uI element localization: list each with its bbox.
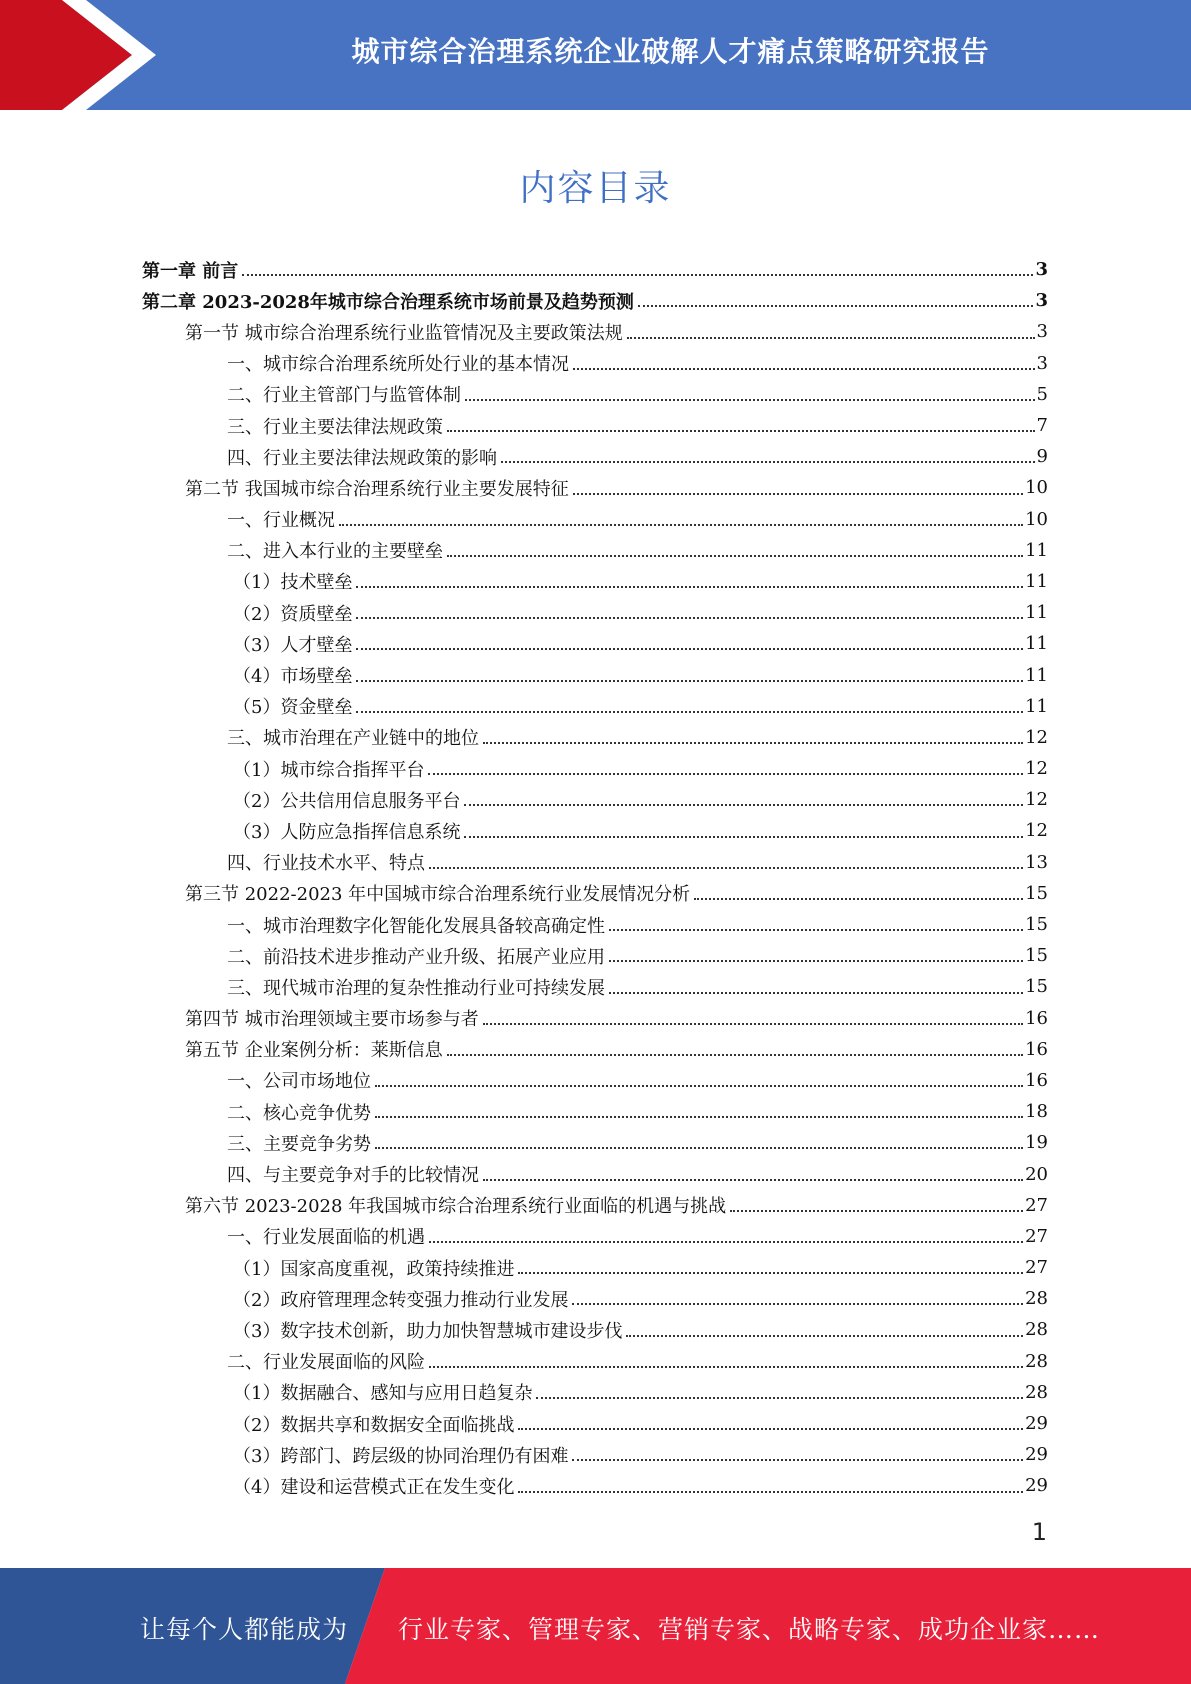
toc-entry[interactable] [142,878,1048,909]
report-title: 城市综合治理系统企业破解人才痛点策略研究报告 [351,35,990,68]
toc-entry[interactable] [142,1127,1048,1158]
dot-leader [375,1147,1023,1149]
toc-entry[interactable] [142,659,1048,690]
toc-entry[interactable] [142,815,1048,846]
toc-entry[interactable] [142,379,1048,410]
dot-leader [483,1179,1023,1181]
dot-leader [429,867,1023,869]
toc-entry[interactable] [142,1283,1048,1314]
toc-entry-title: 二、前沿技术进步推动产业升级、拓展产业应用 [227,946,605,968]
toc-entry-title: （3）数字技术创新，助力加快智慧城市建设步伐 [233,1320,623,1342]
toc-entry[interactable] [142,847,1048,878]
toc-entry-page: 12 [1025,820,1048,842]
toc-entry-page: 11 [1025,602,1048,624]
toc-entry[interactable] [142,1158,1048,1189]
toc-entry-page: 27 [1025,1225,1048,1247]
toc-entry-title: （4）市场壁垒 [233,666,353,688]
dot-leader [609,992,1023,994]
toc-entry[interactable] [142,316,1048,347]
dot-leader [626,1335,1023,1337]
dot-leader [429,1366,1023,1368]
toc-entry-page: 11 [1025,570,1048,592]
toc-entry-title: 第六节 2023-2028 年我国城市综合治理系统行业面临的机遇与挑战 [185,1196,727,1218]
header-band [0,0,1191,110]
toc-entry[interactable] [142,1470,1048,1501]
dot-leader [242,274,1033,276]
dot-leader [518,1428,1023,1430]
toc-entry[interactable] [142,753,1048,784]
toc-entry-page: 12 [1025,726,1048,748]
toc-entry-title: （1）技术壁垒 [233,572,353,594]
toc-entry-title: 二、行业主管部门与监管体制 [227,385,461,407]
toc-entry[interactable] [142,1034,1048,1065]
toc-entry[interactable] [142,1190,1048,1221]
toc-entry-page: 16 [1025,1007,1048,1029]
toc-entry-title: 四、与主要竞争对手的比较情况 [227,1165,479,1187]
dot-leader [356,617,1023,619]
toc-entry-page: 20 [1025,1163,1048,1185]
dot-leader [638,305,1034,307]
toc-entry[interactable] [142,597,1048,628]
toc-entry-page: 3 [1035,290,1048,312]
toc-entry[interactable] [142,784,1048,815]
toc-entry-title: 第三节 2022-2023 年中国城市综合治理系统行业发展情况分析 [185,884,691,906]
toc-entry-title: （3）人才壁垒 [233,634,353,656]
dot-leader [464,804,1023,806]
toc-entry-page: 29 [1025,1475,1048,1497]
toc-entry[interactable] [142,410,1048,441]
footer-slogan-left: 让每个人都能成为 [140,1615,349,1644]
toc-entry-title: （2）政府管理理念转变强力推动行业发展 [233,1289,569,1311]
toc-entry-page: 16 [1025,1069,1048,1091]
toc-entry-page: 15 [1025,882,1048,904]
toc-entry[interactable] [142,566,1048,597]
header-arrow-graphic [0,0,160,110]
dot-leader [465,399,1035,401]
dot-leader [375,1116,1023,1118]
toc-entry-page: 28 [1025,1319,1048,1341]
toc-entry-page: 7 [1036,415,1048,437]
toc-entry-page: 5 [1036,383,1048,405]
toc-entry[interactable] [142,1377,1048,1408]
toc-entry-page: 13 [1025,851,1048,873]
toc-entry-title: 一、行业概况 [227,510,335,532]
toc-entry-title: （5）资金壁垒 [233,697,353,719]
toc-entry-title: 三、行业主要法律法规政策 [227,416,443,438]
toc-entry-page: 15 [1025,945,1048,967]
toc-entry-page: 12 [1025,758,1048,780]
dot-leader [573,368,1035,370]
toc-entry-title: （3）跨部门、跨层级的协同治理仍有困难 [233,1445,569,1467]
toc-entry-title: 三、主要竞争劣势 [227,1133,371,1155]
toc-entry-page: 9 [1036,446,1048,468]
toc-entry[interactable] [142,535,1048,566]
toc-entry[interactable] [142,940,1048,971]
toc-entry-title: 第二节 我国城市综合治理系统行业主要发展特征 [185,478,569,500]
toc-entry[interactable] [142,691,1048,722]
toc-entry[interactable] [142,971,1048,1002]
toc-entry-title: 二、行业发展面临的风险 [227,1352,425,1374]
toc-entry[interactable] [142,722,1048,753]
toc-heading: 内容目录 [519,168,672,209]
toc-entry[interactable] [142,285,1048,316]
toc-entry-title: 一、行业发展面临的机遇 [227,1227,425,1249]
dot-leader [447,430,1035,432]
dot-leader [694,898,1023,900]
dot-leader [375,1085,1023,1087]
dot-leader [518,1491,1023,1493]
dot-leader [572,1303,1023,1305]
toc-entry-title: 四、行业技术水平、特点 [227,853,425,875]
dot-leader [501,461,1035,463]
toc-entry-title: （1）国家高度重视，政策持续推进 [233,1258,515,1280]
toc-entry-title: 四、行业主要法律法规政策的影响 [227,447,497,469]
dot-leader [609,960,1023,962]
toc-entry-page: 16 [1025,1038,1048,1060]
toc-entry-title: 二、进入本行业的主要壁垒 [227,541,443,563]
toc-entry-title: 一、城市治理数字化智能化发展具备较高确定性 [227,915,605,937]
toc-entry-title: 第四节 城市治理领域主要市场参与者 [185,1009,479,1031]
toc-entry-title: （2）公共信用信息服务平台 [233,790,461,812]
toc-entry-title: 三、现代城市治理的复杂性推动行业可持续发展 [227,977,605,999]
toc-entry[interactable] [142,1003,1048,1034]
dot-leader [429,1241,1023,1243]
toc-entry-title: （1）城市综合指挥平台 [233,759,425,781]
toc-entry-page: 11 [1025,539,1048,561]
toc-entry[interactable] [142,1096,1048,1127]
dot-leader [447,555,1023,557]
toc-entry-title: 第一章 前言 [142,260,239,282]
toc-entry-page: 3 [1036,321,1048,343]
toc-entry-page: 15 [1025,914,1048,936]
toc-entry-title: （1）数据融合、感知与应用日趋复杂 [233,1383,533,1405]
dot-leader [536,1397,1023,1399]
dot-leader [730,1210,1023,1212]
dot-leader [483,742,1023,744]
dot-leader [573,493,1023,495]
dot-leader [464,836,1023,838]
dot-leader [447,1054,1023,1056]
toc-entry[interactable] [142,1065,1048,1096]
toc-entry-title: （2）数据共享和数据安全面临挑战 [233,1414,515,1436]
toc-entry-title: 一、城市综合治理系统所处行业的基本情况 [227,354,569,376]
toc-entry-title: 二、核心竞争优势 [227,1102,371,1124]
dot-leader [572,1459,1023,1461]
toc-entry-page: 15 [1025,976,1048,998]
toc-entry-page: 19 [1025,1132,1048,1154]
toc-entry-page: 11 [1025,695,1048,717]
toc-entry-page: 27 [1025,1194,1048,1216]
toc-entry-page: 27 [1025,1257,1048,1279]
toc-entry[interactable] [142,348,1048,379]
toc-entry[interactable] [142,628,1048,659]
dot-leader [518,1272,1023,1274]
toc-entry-page: 3 [1035,259,1048,281]
toc-entry[interactable] [142,1252,1048,1283]
toc-entry-title: （3）人防应急指挥信息系统 [233,821,461,843]
toc-entry-title: 三、城市治理在产业链中的地位 [227,728,479,750]
toc-entry[interactable] [142,1408,1048,1439]
toc-entry-page: 28 [1025,1350,1048,1372]
dot-leader [627,337,1035,339]
toc-entry[interactable] [142,504,1048,535]
toc-entry-title: 第五节 企业案例分析：莱斯信息 [185,1040,443,1062]
footer-slogan-right: 行业专家、管理专家、营销专家、战略专家、成功企业家…… [398,1615,1101,1644]
dot-leader [356,680,1023,682]
toc-entry-page: 29 [1025,1444,1048,1466]
toc-entry[interactable] [142,1221,1048,1252]
toc-entry-page: 18 [1025,1101,1048,1123]
dot-leader [609,929,1023,931]
toc-entry-title: （2）资质壁垒 [233,603,353,625]
toc-entry-title: （4）建设和运营模式正在发生变化 [233,1476,515,1498]
toc-entry-page: 28 [1025,1381,1048,1403]
toc-entry-page: 10 [1025,477,1048,499]
toc-entry[interactable] [142,441,1048,472]
dot-leader [339,524,1023,526]
toc-entry[interactable] [142,254,1048,285]
toc-entry-page: 11 [1025,664,1048,686]
dot-leader [483,1023,1023,1025]
toc-entry-page: 10 [1025,508,1048,530]
toc-entry-title: 一、公司市场地位 [227,1071,371,1093]
toc-entry[interactable] [142,1439,1048,1470]
table-of-contents [142,254,1048,1502]
toc-entry[interactable] [142,909,1048,940]
toc-entry-page: 11 [1025,633,1048,655]
toc-entry-page: 29 [1025,1413,1048,1435]
toc-entry-title: 第二章 2023-2028年城市综合治理系统市场前景及趋势预测 [142,291,634,313]
dot-leader [428,773,1023,775]
dot-leader [356,648,1023,650]
toc-entry-title: 第一节 城市综合治理系统行业监管情况及主要政策法规 [185,322,623,344]
toc-entry[interactable] [142,1346,1048,1377]
toc-entry-page: 28 [1025,1288,1048,1310]
toc-entry-page: 3 [1036,352,1048,374]
toc-entry-page: 12 [1025,789,1048,811]
toc-entry[interactable] [142,1314,1048,1345]
page-number: 1 [1031,1518,1047,1546]
dot-leader [356,711,1023,713]
toc-entry[interactable] [142,472,1048,503]
dot-leader [356,586,1023,588]
